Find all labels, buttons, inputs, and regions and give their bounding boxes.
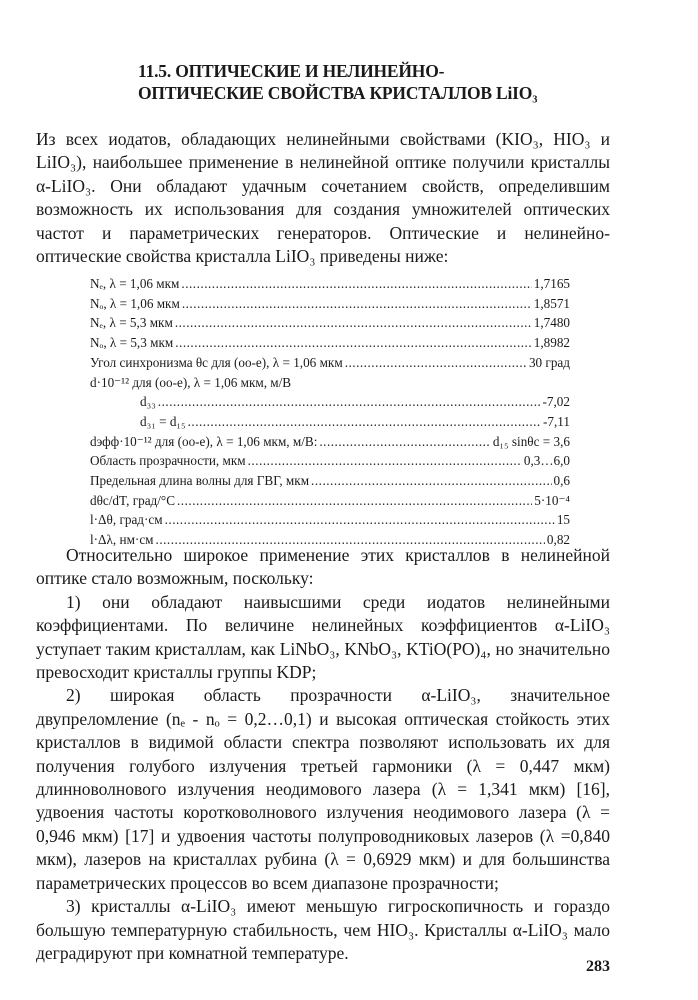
property-label: d₃₃ bbox=[140, 394, 156, 410]
leader-dots bbox=[158, 392, 541, 412]
property-row bbox=[90, 333, 570, 353]
property-value: 15 bbox=[556, 512, 570, 528]
leader-dots bbox=[181, 274, 531, 294]
property-value: 5·10⁻⁴ bbox=[534, 492, 570, 508]
property-label: d₃₁ = d₁₅ bbox=[140, 413, 186, 429]
leader-dots bbox=[175, 313, 532, 333]
property-label: dθc/dT, град/°C bbox=[90, 492, 175, 508]
heading-line-2: ОПТИЧЕСКИЕ СВОЙСТВА КРИСТАЛЛОВ LiIO₃ bbox=[138, 83, 538, 103]
property-value: -7,02 bbox=[542, 394, 570, 410]
property-label: dэфф·10⁻¹² для (oo-e), λ = 1,06 мкм, м/В: bbox=[90, 433, 318, 449]
intro-paragraph: Из всех иодатов, обладающих нелинейными свойствами (KIO₃, HIO₃ и LiIO₃), наибольшее применение в нелинейной оптике получили кристаллы α-LiIO₃. Они обладают удачным сочетанием свойств, определившим возможность их использования для создания умножителей оптических частот и параметрических генераторов. Оптические и нелинейно-оптические свойства кристалла LiIO₃ приведены ниже: bbox=[36, 129, 610, 267]
property-value: 0,3…6,0 bbox=[523, 453, 570, 469]
property-value: 1,7165 bbox=[533, 276, 570, 291]
leader-dots bbox=[182, 294, 532, 314]
property-row bbox=[90, 274, 570, 294]
property-value: 1,8571 bbox=[533, 295, 570, 311]
leader-dots bbox=[319, 432, 490, 452]
list-item-2: 2) широкая область прозрачности α-LiIO₃, значительное двупреломление (nₑ - nₒ = 0,2…0,1) и высокая оптическая стойкость этих кристаллов в видимой области спектра позволяют использовать их для получения голубого излучения третьей гармоники (λ = 0,447 мкм) длинноволнового излучения неодимового лазера (λ = 1,341 мкм) [16], удвоения частоты коротковолнового излучения неодимового лазера (λ = 0,946 мкм) [17] и удвоения частоты полупроводниковых лазеров (λ =0,840 мкм), лазеров на кристаллах рубина (λ = 0,6929 мкм) и для большинства параметрических процессов во всем диапазоне прозрачности; bbox=[36, 685, 610, 893]
property-row bbox=[90, 471, 570, 491]
property-value: d₁₅ sinθc = 3,6 bbox=[492, 433, 570, 449]
body-text-block bbox=[36, 544, 610, 965]
list-item-1: 1) они обладают наивысшими среди иодатов нелинейными коэффициентами. По величине нелинейных коэффициентов α-LiIO₃ уступает таким кристаллам, как LiNbO₃, KNbO₃, KTiO(PO)₄, но значительно превосходит кристаллы группы KDP; bbox=[36, 591, 610, 683]
property-row bbox=[90, 491, 570, 511]
page-number: 283 bbox=[586, 958, 610, 975]
leader-dots bbox=[345, 353, 527, 373]
property-row bbox=[90, 313, 570, 333]
property-label: Область прозрачности, мкм bbox=[90, 453, 246, 469]
property-label: Угол синхронизма θc для (oo-e), λ = 1,06 мкм bbox=[90, 354, 343, 370]
property-row bbox=[90, 432, 570, 452]
leader-dots bbox=[311, 471, 551, 491]
leader-dots bbox=[165, 510, 555, 530]
list-item-3: 3) кристаллы α-LiIO₃ имеют меньшую гигроскопичность и гораздо большую температурную стабильность, чем HIO₃. Кристаллы α-LiIO₃ мало деградируют при комнатной температуре. bbox=[36, 896, 610, 963]
property-row bbox=[90, 451, 570, 471]
property-label: Nₑ, λ = 1,06 мкм bbox=[90, 276, 180, 291]
property-label: d·10⁻¹² для (oo-e), λ = 1,06 мкм, м/В bbox=[90, 374, 292, 390]
property-label: Nₑ, λ = 5,3 мкм bbox=[90, 315, 173, 331]
property-row bbox=[90, 353, 570, 373]
property-value: 0,82 bbox=[546, 532, 570, 548]
leader-dots bbox=[177, 491, 532, 511]
property-value: 30 град bbox=[528, 354, 570, 370]
leader-dots bbox=[248, 451, 522, 471]
property-value: 1,7480 bbox=[533, 315, 570, 331]
leader-dots bbox=[175, 333, 532, 353]
property-label: l·Δθ, град·см bbox=[90, 512, 163, 528]
property-row bbox=[90, 392, 570, 412]
property-row bbox=[90, 294, 570, 314]
property-value: 0,6 bbox=[553, 473, 570, 489]
property-row bbox=[90, 412, 570, 432]
property-value: 1,8982 bbox=[533, 335, 570, 351]
property-label: Nₒ, λ = 5,3 мкм bbox=[90, 335, 174, 351]
property-row bbox=[90, 510, 570, 530]
paragraph-lead: Относительно широкое применение этих кристаллов в нелинейной оптике стало возможным, поскольку: bbox=[36, 545, 610, 589]
heading-line-1: 11.5. ОПТИЧЕСКИЕ И НЕЛИНЕЙНО- bbox=[138, 61, 445, 81]
section-heading bbox=[138, 60, 537, 104]
property-value: -7,11 bbox=[543, 413, 570, 429]
properties-list bbox=[90, 274, 570, 550]
property-group-header bbox=[90, 373, 570, 393]
property-label: Предельная длина волны для ГВГ, мкм bbox=[90, 473, 310, 489]
property-label: l·Δλ, нм·см bbox=[90, 532, 154, 548]
property-label: Nₒ, λ = 1,06 мкм bbox=[90, 295, 180, 311]
leader-dots bbox=[188, 412, 541, 432]
